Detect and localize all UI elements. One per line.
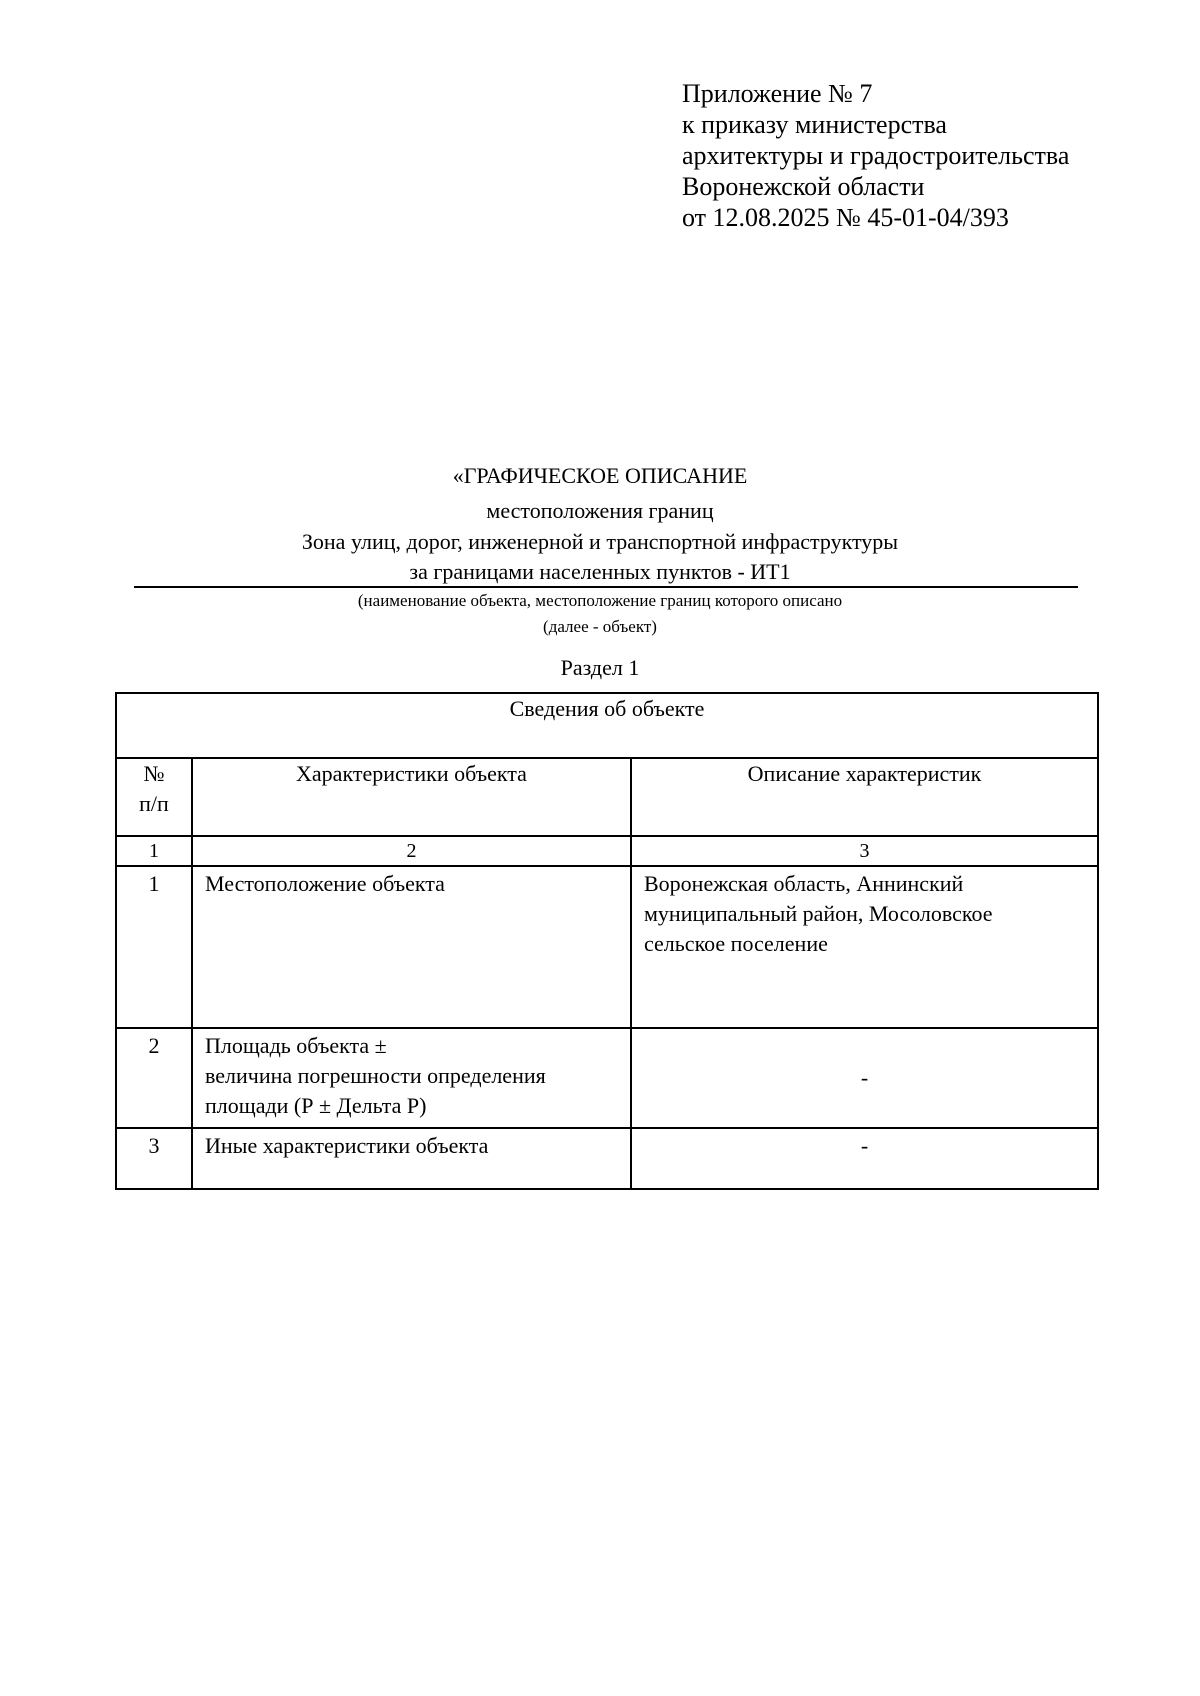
column-number-row	[116, 836, 1098, 866]
table-row	[116, 1128, 1098, 1189]
column-number: 3	[631, 836, 1098, 866]
row-characteristic: Местоположение объекта	[192, 866, 631, 1028]
document-title: «ГРАФИЧЕСКОЕ ОПИСАНИЕ	[452, 463, 748, 488]
header-description: Описание характеристик	[631, 758, 1098, 836]
object-name-line2: за границами населенных пунктов - ИТ1	[409, 559, 791, 584]
object-info-table	[115, 692, 1099, 1190]
row-description-line: сельское поселение	[644, 931, 828, 956]
row-characteristic: Иные характеристики объекта	[192, 1128, 631, 1189]
row-description: -	[631, 1128, 1098, 1189]
row-characteristic-line: Площадь объекта ±	[205, 1033, 387, 1058]
appendix-line: Воронежской области	[682, 172, 925, 201]
object-name-line1: Зона улиц, дорог, инженерной и транспортной инфраструктуры	[301, 529, 899, 554]
appendix-block	[682, 78, 1069, 233]
table-caption-row	[116, 693, 1098, 758]
row-description-line: муниципальный район, Мосоловское	[644, 901, 993, 926]
row-description: -	[631, 1028, 1098, 1128]
document-subtitle: местоположения границ	[486, 498, 714, 523]
table-header-row	[116, 758, 1098, 836]
row-description-line: Воронежская область, Аннинский	[644, 871, 964, 896]
appendix-line: Приложение № 7	[682, 79, 873, 108]
table-row	[116, 1028, 1098, 1128]
object-name-note-line1: (наименование объекта, местоположение границ которого описано	[357, 591, 843, 610]
row-number: 3	[116, 1128, 192, 1189]
row-number: 2	[116, 1028, 192, 1128]
column-number: 2	[192, 836, 631, 866]
section-title: Раздел 1	[560, 655, 640, 680]
appendix-line: к приказу министерства	[682, 110, 947, 139]
header-number-line2: п/п	[139, 791, 169, 816]
header-number	[116, 758, 192, 836]
row-description	[631, 866, 1098, 1028]
appendix-line: архитектуры и градостроительства	[682, 141, 1070, 170]
header-characteristics: Характеристики объекта	[192, 758, 631, 836]
appendix-line: от 12.08.2025 № 45-01-04/393	[682, 203, 1009, 232]
row-characteristic-line: величина погрешности определения	[205, 1063, 546, 1088]
row-characteristic	[192, 1028, 631, 1128]
header-number-line1: №	[143, 761, 165, 786]
row-characteristic-line: площади (Р ± Дельта Р)	[205, 1093, 427, 1118]
column-number: 1	[116, 836, 192, 866]
underline-divider	[134, 586, 1078, 588]
row-number: 1	[116, 866, 192, 1028]
table-row	[116, 866, 1098, 1028]
table-caption: Сведения об объекте	[116, 693, 1098, 758]
object-name-note-line2: (далее - объект)	[543, 617, 657, 636]
